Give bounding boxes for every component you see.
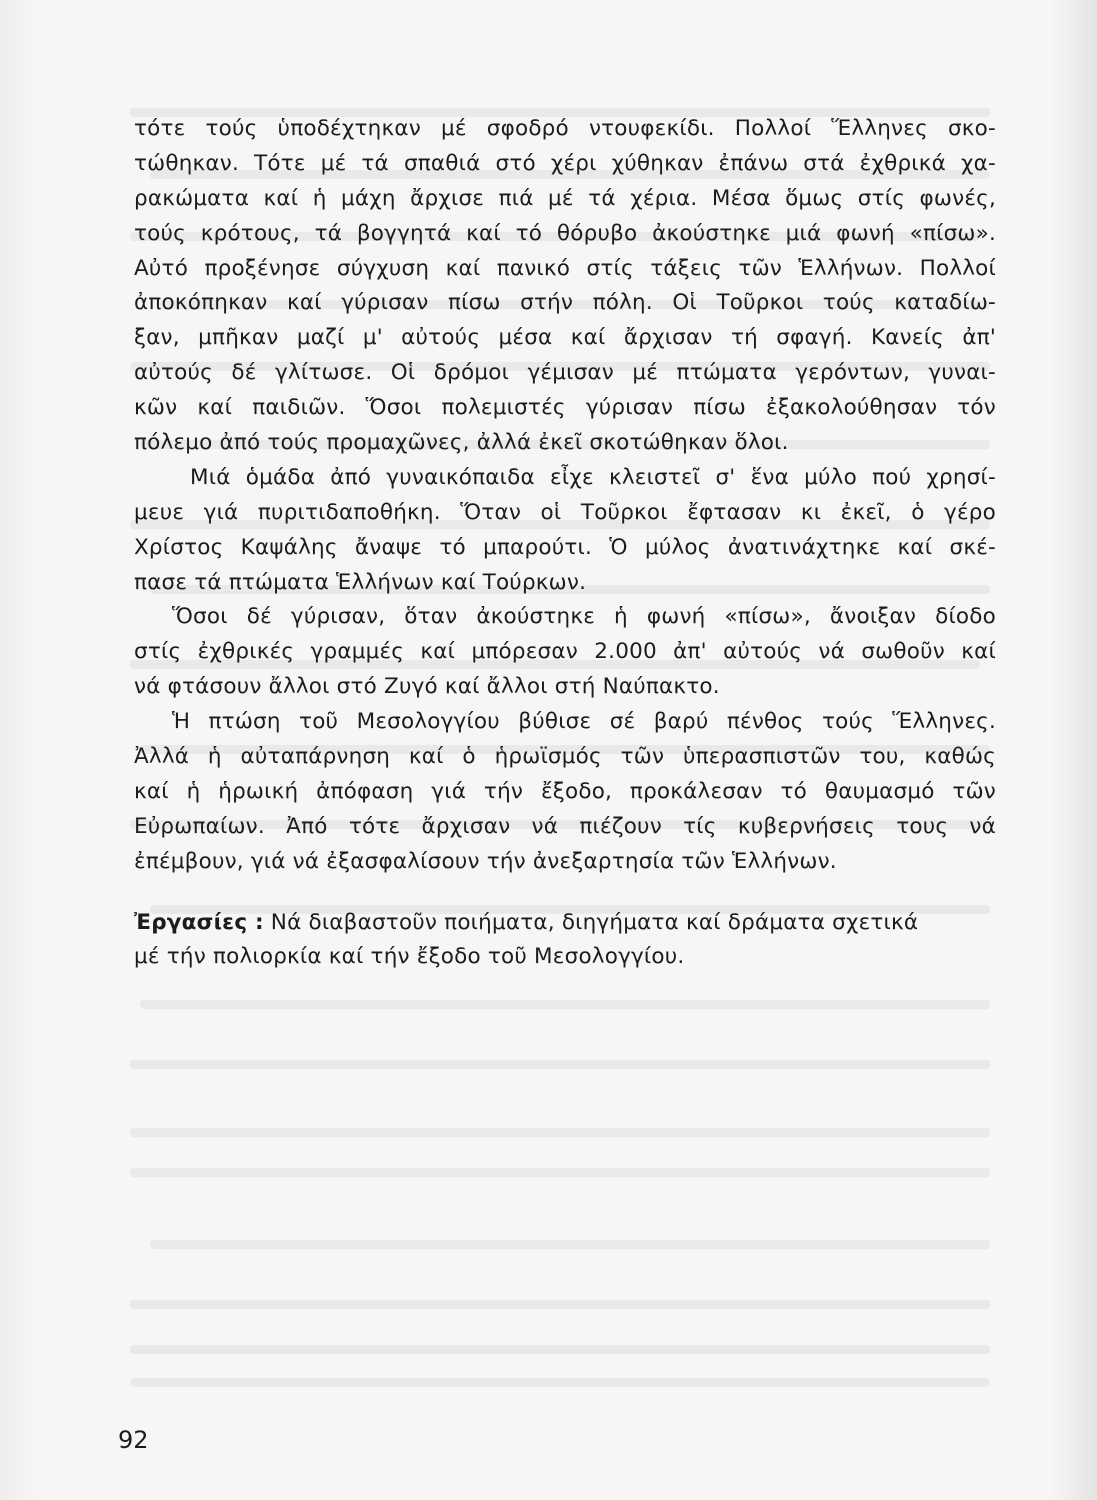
paragraph-3	[134, 600, 996, 705]
text-line: αὐτούς δέ γλίτωσε. Οἱ δρόμοι γέμισαν μέ πτώματα γερόντων, γυναι-	[134, 360, 996, 386]
text-line: Ἀλλά ἡ αὐταπάρνηση καί ὁ ἡρωϊσμός τῶν ὑπερασπιστῶν του, καθώς	[134, 744, 996, 770]
text-line: καί ἡ ἡρωική ἀπόφαση γιά τήν ἔξοδο, προκάλεσαν τό θαυμασμό τῶν	[134, 778, 996, 804]
paragraph-2	[134, 461, 996, 601]
paragraph-gap	[134, 880, 996, 906]
text-line: πασε τά πτώματα Ἑλλήνων καί Τούρκων.	[134, 569, 587, 595]
text-line: πόλεμο ἀπό τούς προμαχῶνες, ἀλλά ἐκεῖ σκοτώθηκαν ὅλοι.	[134, 430, 789, 456]
text-line: Μιά ὁμάδα ἀπό γυναικόπαιδα εἶχε κλειστεῖ σ' ἕνα μύλο πού χρησί-	[190, 464, 996, 490]
text-line: Ὅσοι δέ γύρισαν, ὅταν ἀκούστηκε ἡ φωνή «πίσω», ἄνοιξαν δίοδο	[172, 604, 996, 630]
text-line: στίς ἐχθρικές γραμμές καί μπόρεσαν 2.000 ἀπ' αὐτούς νά σωθοῦν καί	[134, 639, 996, 665]
text-line: Αὐτό προξένησε σύγχυση καί πανικό στίς τάξεις τῶν Ἑλλήνων. Πολλοί	[134, 255, 996, 281]
exercise-line: μέ τήν πολιορκία καί τήν ἔξοδο τοῦ Μεσολογγίου.	[134, 944, 685, 970]
text-line: τώθηκαν. Τότε μέ τά σπαθιά στό χέρι χύθηκαν ἐπάνω στά ἐχθρικά χα-	[134, 150, 996, 176]
exercise-text: Νά διαβαστοῦν ποιήματα, διηγήματα καί δράματα σχετικά	[263, 909, 919, 935]
page-number: 92	[118, 1426, 149, 1454]
exercise-label: Ἐργασίες :	[134, 909, 264, 935]
text-line: μευε γιά πυριτιδαποθήκη. Ὅταν οἱ Τοῦρκοι ἔφτασαν κι ἐκεῖ, ὁ γέρο	[134, 499, 996, 525]
text-line: τότε τούς ὑποδέχτηκαν μέ σφοδρό ντουφεκίδι. Πολλοί Ἕλληνες σκο-	[134, 116, 996, 141]
text-line: Χρίστος Καψάλης ἄναψε τό μπαρούτι. Ὁ μύλος ἀνατινάχτηκε καί σκέ-	[134, 534, 996, 560]
text-line: κῶν καί παιδιῶν. Ὅσοι πολεμιστές γύρισαν πίσω ἐξακολούθησαν τόν	[134, 395, 996, 421]
exercise-line	[134, 906, 996, 941]
text-line: ρακώματα καί ἡ μάχη ἄρχισε πιά μέ τά χέρια. Μέσα ὅμως στίς φωνές,	[134, 185, 996, 211]
text-line: ξαν, μπῆκαν μαζί μ' αὐτούς μέσα καί ἄρχισαν τή σφαγή. Κανείς ἀπ'	[134, 325, 996, 351]
exercises	[134, 906, 996, 976]
text-line: Εὐρωπαίων. Ἀπό τότε ἄρχισαν νά πιέζουν τίς κυβερνήσεις τους νά	[134, 813, 996, 839]
text-line: νά φτάσουν ἄλλοι στό Ζυγό καί ἄλλοι στή Ναύπακτο.	[134, 674, 720, 700]
paragraph-4	[134, 705, 996, 879]
text-line: ἐπέμβουν, γιά νά ἐξασφαλίσουν τήν ἀνεξαρτησία τῶν Ἑλλήνων.	[134, 848, 837, 874]
text-line: Ἡ πτώση τοῦ Μεσολογγίου βύθισε σέ βαρύ πένθος τούς Ἕλληνες.	[172, 709, 996, 735]
text-line: τούς κρότους, τά βογγητά καί τό θόρυβο ἀκούστηκε μιά φωνή «πίσω».	[134, 220, 996, 246]
text-line: ἀποκόπηκαν καί γύρισαν πίσω στήν πόλη. Οἱ Τοῦρκοι τούς καταδίω-	[134, 290, 996, 316]
paragraph-1	[134, 112, 996, 461]
body-text	[134, 112, 996, 975]
